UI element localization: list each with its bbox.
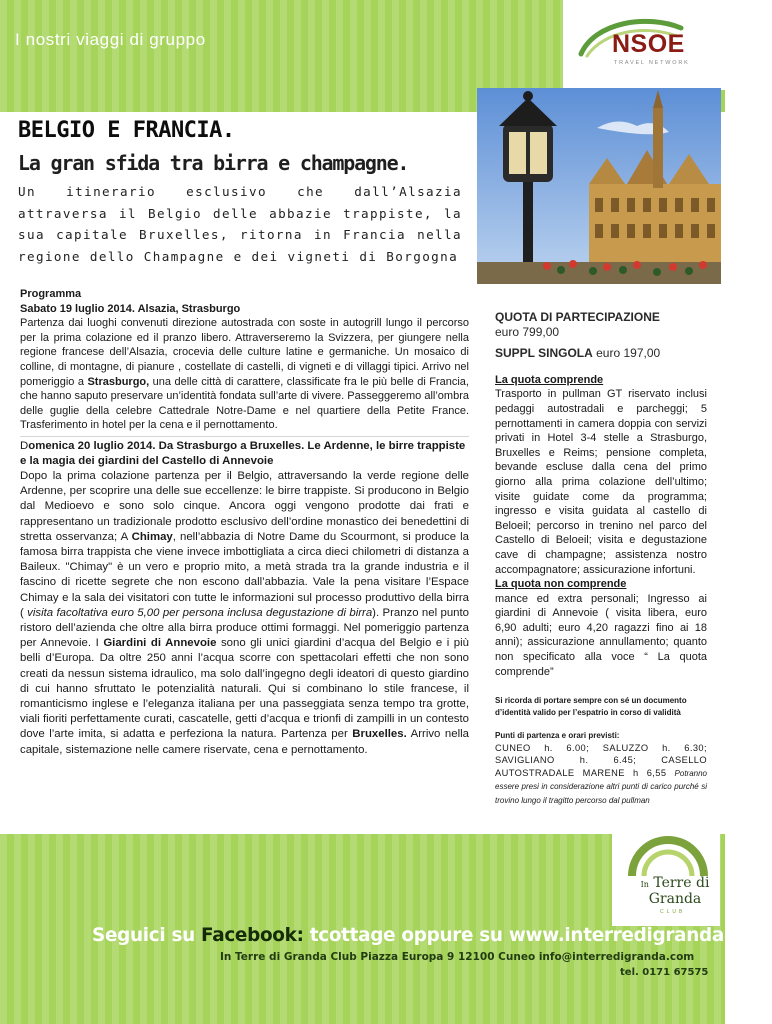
day2-chimay: Chimay (131, 530, 173, 543)
logo-word: NSOE (612, 30, 685, 58)
suppl-value: euro 197,00 (592, 346, 661, 361)
excludes-text: mance ed extra personali; Ingresso ai giardini di Annevoie ( visita libera, euro 6,90 adulti; euro 4,20 ragazzi fino ai 18 anni); assicurazione annullamento; quanto non specificato alla voce “ La quota comprende” (495, 592, 707, 678)
program-column (20, 287, 469, 758)
intro-text: Un itinerario esclusivo che dall’Alsazia attraversa il Belgio delle abbazie trappiste, la sua capitale Bruxelles, ritorna in Francia nella regione dello Champagne e dei vigneti di Borgogna (18, 184, 462, 264)
excludes-label: La quota non comprende (495, 578, 627, 591)
includes-label: La quota comprende (495, 373, 604, 386)
fb-prefix: Seguici su (92, 925, 202, 946)
subheadline: La gran sfida tra birra e champagne. (18, 151, 409, 175)
day1-city: Strasburgo, (87, 375, 150, 388)
ig-brand (640, 876, 710, 907)
pricing-column (495, 310, 707, 807)
headline: BELGIO E FRANCIA. (18, 118, 235, 143)
day2-gardens: Giardini di Annevoie (103, 637, 217, 650)
sun-arc-icon (628, 838, 708, 878)
fb-word: Facebook: (201, 925, 304, 946)
pickup-text (495, 742, 707, 807)
single-supplement (495, 346, 707, 361)
brand-club: CLUB (660, 909, 686, 915)
header-title: I nostri viaggi di gruppo (15, 30, 206, 49)
includes-text: Trasporto in pullman GT riservato inclusi pedaggi autostradali e parcheggi; 5 pernottamenti in camera doppia con servizi privati in Hotel 3-4 stelle a Strasburgo, Bruxelles e Reims; pensione completa, bevande escluse dalla cena del primo giorno alla prima colazione dell’ultimo; visite guidate come da programma; ingresso e visita guidata al castello di Beloeil; percorso in trenino nel parco del Castello di Beloeil; visita e degustazione cave di champagne; assistenza nostro accompagnatore; assicurazione infortuni. (495, 388, 707, 576)
fb-rest: tcottage oppure su www.interredigranda.com (303, 925, 772, 946)
brand-sub: Granda (648, 891, 702, 907)
day2-text-c: ). Pranzo nel punto ristoro dell’azienda che oltre alla birra produce ottimi formaggi. Nel pomeriggio partenza per Annevoie. I (20, 606, 470, 650)
divider (20, 436, 469, 437)
brand-main: Terre di (653, 875, 710, 891)
footer-telephone: tel. 0171 67575 (620, 967, 709, 978)
suppl-label: SUPPL SINGOLA (495, 346, 593, 361)
day2-text-e: Arrivo nella capitale, sistemazione nelle camere riservate, cena e pernottamento. (20, 728, 469, 756)
footer-address: In Terre di Granda Club Piazza Europa 9 12100 Cuneo info@interredigranda.com (220, 951, 695, 963)
day2-title (20, 439, 469, 469)
day1-text-b: una delle città di carattere, classificate fra le più belle di Francia, che hanno saputo preservare un’identità fondata sull’arte di vivere. Passeggeremo all’ombra delle guglie della celebre Cattedrale Notre-Dame e nel quartiere della Petite France. Trasferimento in hotel per la cena e il pernottamento. (20, 375, 469, 432)
day1-title: Sabato 19 luglio 2014. Alsazia, Strasburgo (20, 302, 241, 315)
day2-text-a: Dopo la prima colazione partenza per il Belgio, attraversando la verde regione delle Ardenne, per scoprire una delle sue eccellenze: le birre trappiste. Si producono in Belgio dal Medioevo e sono solo cinque. Ancora oggi vengono prodotte dai frati e rappresentano un tradizionale prodotto esclusivo dell’ordine monastico dei benedettini di stretta osservanza; A (20, 469, 469, 543)
pickup-note: Potranno essere presi in considerazione altri punti di carico purché si trovino lungo il tragitto percorso dal pullman (495, 768, 707, 805)
pickup-title: Punti di partenza e orari previsti: (495, 731, 620, 741)
logo-subtitle: TRAVEL NETWORK (614, 60, 690, 66)
day2-text-d: sono gli unici giardini d’acqua del Belgio e i più belli d’Europa. Da oltre 250 anni l’acqua scorre con spettacolari effetti che non sono creati da nessun sistema idraulico, ma solo dall’ingegno degli ideatori di questo giardino di cui hanno sfruttato le potenzialità naturali. Qui si combinano lo stile francese, il romanticismo inglese e l’eleganza italiana per una passeggiata senza tempo tra grotte, viali fioriti perfettamente curati, cascatelle, getti d’acqua e trionfi di zampilli in un contesto dove l’arte imita, si adatta e perfeziona la natura. Partenza per (20, 637, 469, 741)
document-reminder: Si ricorda di portare sempre con sé un documento d’identità valido per l’espatrio in corso di validità (495, 696, 687, 717)
grand-place-photo (477, 88, 721, 284)
day2-text (20, 469, 469, 758)
day2-title-rest: omenica 20 luglio 2014. Da Strasburgo a Bruxelles. Le Ardenne, le birre trappiste e la magia dei giardini del Castello di Annevoie (20, 439, 466, 467)
day1-text (20, 316, 469, 433)
day2-title-initial: D (20, 439, 29, 452)
day2-visit-note: visita facoltativa euro 5,00 per persona inclusa degustazione di birra (27, 606, 373, 619)
facebook-line (92, 925, 772, 946)
quota-label: QUOTA DI PARTECIPAZIONE (495, 310, 660, 324)
day1-text-a: Partenza dai luoghi convenuti direzione autostrada con soste in autogrill lungo il percorso per la prima colazione ed il pranzo libero. Attraverseremo la Svizzera, per giungere nella regione francese dell’Alsazia, crocevia delle culture latine e germaniche. Un mosaico di colline, di montagne, di pianure , costellate di castelli, di vigneti e di villaggi tipici. Arrivo nel pomeriggio a (20, 317, 469, 388)
quota-value: euro 799,00 (495, 324, 560, 339)
program-label: Programma (20, 288, 82, 300)
day2-text-b: , nell’abbazia di Notre Dame du Scourmont, si produce la famosa birra trappista che viene invece imbottigliata a circa dieci chilometri di distanza a Baileux. "Chimay" è un vero e proprio mito, a metà strada tra la grande industria e il fascino di ricette segrete che non escono dall’abbazia. Vale la pena visitare l’Espace Chimay e la sala dei visitatori con tutte le informazioni sul processo produttivo della birra ( (20, 530, 469, 619)
pickup-times: CUNEO h. 6.00; SALUZZO h. 6.30; SAVIGLIANO h. 6.45; CASELLO AUTOSTRADALE MARENE h 6,55 (495, 743, 707, 778)
day2-brussels: Bruxelles. (352, 728, 407, 741)
brand-top: In (640, 880, 649, 889)
